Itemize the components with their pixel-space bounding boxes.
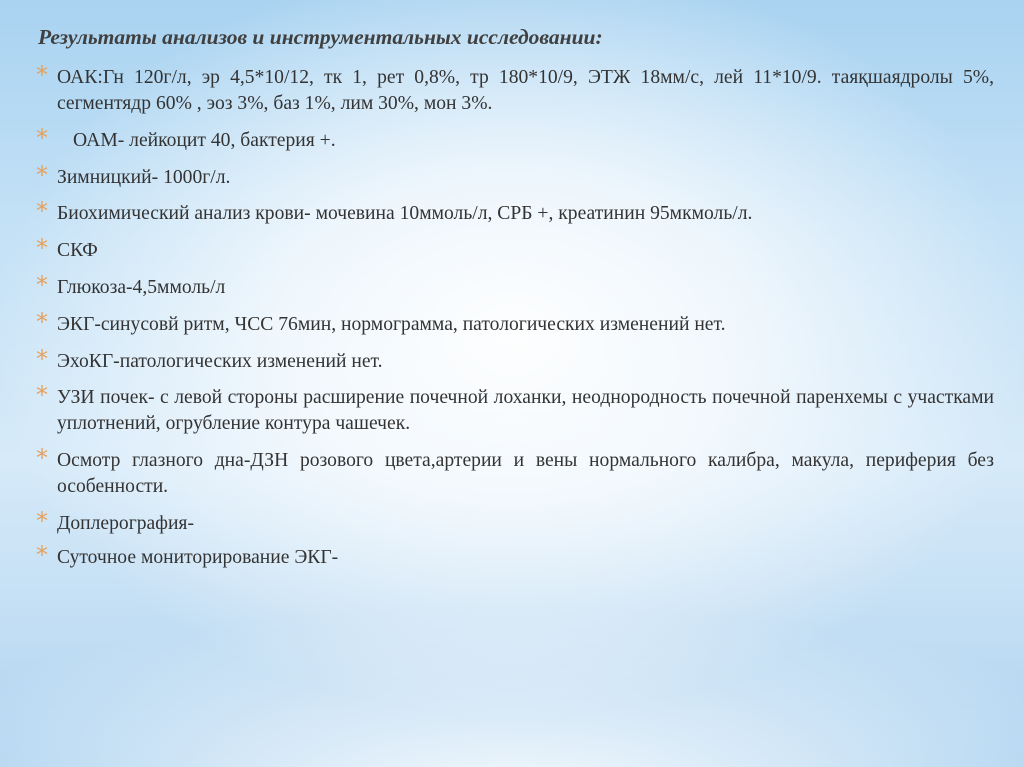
list-item-zimnitsky bbox=[36, 160, 994, 191]
bullet-asterisk-icon: * bbox=[36, 540, 48, 569]
list-item-glucose bbox=[36, 270, 994, 301]
list-item-fundus-exam bbox=[36, 444, 994, 500]
list-item-text: ЭКГ-синусовй ритм, ЧСС 76мин, нормограмма, патологических изменений нет. bbox=[57, 313, 726, 335]
list-item-text: СКФ bbox=[57, 240, 98, 262]
list-item-echocardiography bbox=[36, 344, 994, 375]
bullet-asterisk-icon: * bbox=[36, 61, 48, 89]
list-item-urinalysis bbox=[36, 123, 994, 154]
list-item-gfr bbox=[36, 234, 994, 264]
bullet-asterisk-icon: * bbox=[36, 381, 48, 410]
list-item-text: Осмотр глазного дна-ДЗН розового цвета,артерии и вены нормального калибра, макула, периферия без особенности. bbox=[57, 450, 994, 498]
list-item-text: Зимницкий- 1000г/л. bbox=[57, 166, 231, 188]
bullet-asterisk-icon: * bbox=[36, 307, 48, 336]
bullet-asterisk-icon: * bbox=[36, 270, 48, 299]
list-item-text: Биохимический анализ крови- мочевина 10ммоль/л, СРБ +, креатинин 95мкмоль/л. bbox=[57, 203, 753, 225]
list-item-text: ОАМ- лейкоцит 40, бактерия +. bbox=[73, 129, 336, 151]
list-item-kidney-ultrasound bbox=[36, 381, 994, 437]
bullet-asterisk-icon: * bbox=[36, 234, 48, 263]
bullet-asterisk-icon: * bbox=[36, 123, 48, 152]
bullet-asterisk-icon: * bbox=[36, 506, 48, 535]
list-item-text: ОАК:Гн 120г/л, эр 4,5*10/12, тк 1, рет 0,8%, тр 180*10/9, ЭТЖ 18мм/с, лей 11*10/9. таяқшаядролы 5%, сегментядр 60% , эоз 3%, баз 1%, лим 30%, мон 3%. bbox=[57, 67, 994, 114]
list-item-ecg bbox=[36, 307, 994, 338]
bullet-asterisk-icon: * bbox=[36, 160, 48, 189]
list-item-dopplerography bbox=[36, 506, 994, 537]
list-item-biochemistry bbox=[36, 197, 994, 227]
list-item-text: Глюкоза-4,5ммоль/л bbox=[57, 276, 226, 298]
bullet-asterisk-icon: * bbox=[36, 344, 48, 373]
list-item-text: ЭхоКГ-патологических изменений нет. bbox=[57, 350, 383, 372]
list-item-text: Доплерография- bbox=[57, 512, 194, 534]
slide-heading: Результаты анализов и инструментальных исследовании: bbox=[38, 25, 603, 49]
bullet-asterisk-icon: * bbox=[36, 197, 48, 226]
list-item-cbc bbox=[36, 61, 994, 117]
list-item-text: УЗИ почек- с левой стороны расширение почечной лоханки, неоднородность почечной паренхемы с участками уплотнений, огрубление контура чашечек. bbox=[57, 387, 994, 435]
list-item-holter-ecg bbox=[36, 540, 994, 571]
results-list bbox=[36, 61, 994, 582]
list-item-text: Суточное мониторирование ЭКГ- bbox=[57, 546, 339, 568]
bullet-asterisk-icon: * bbox=[36, 444, 48, 473]
